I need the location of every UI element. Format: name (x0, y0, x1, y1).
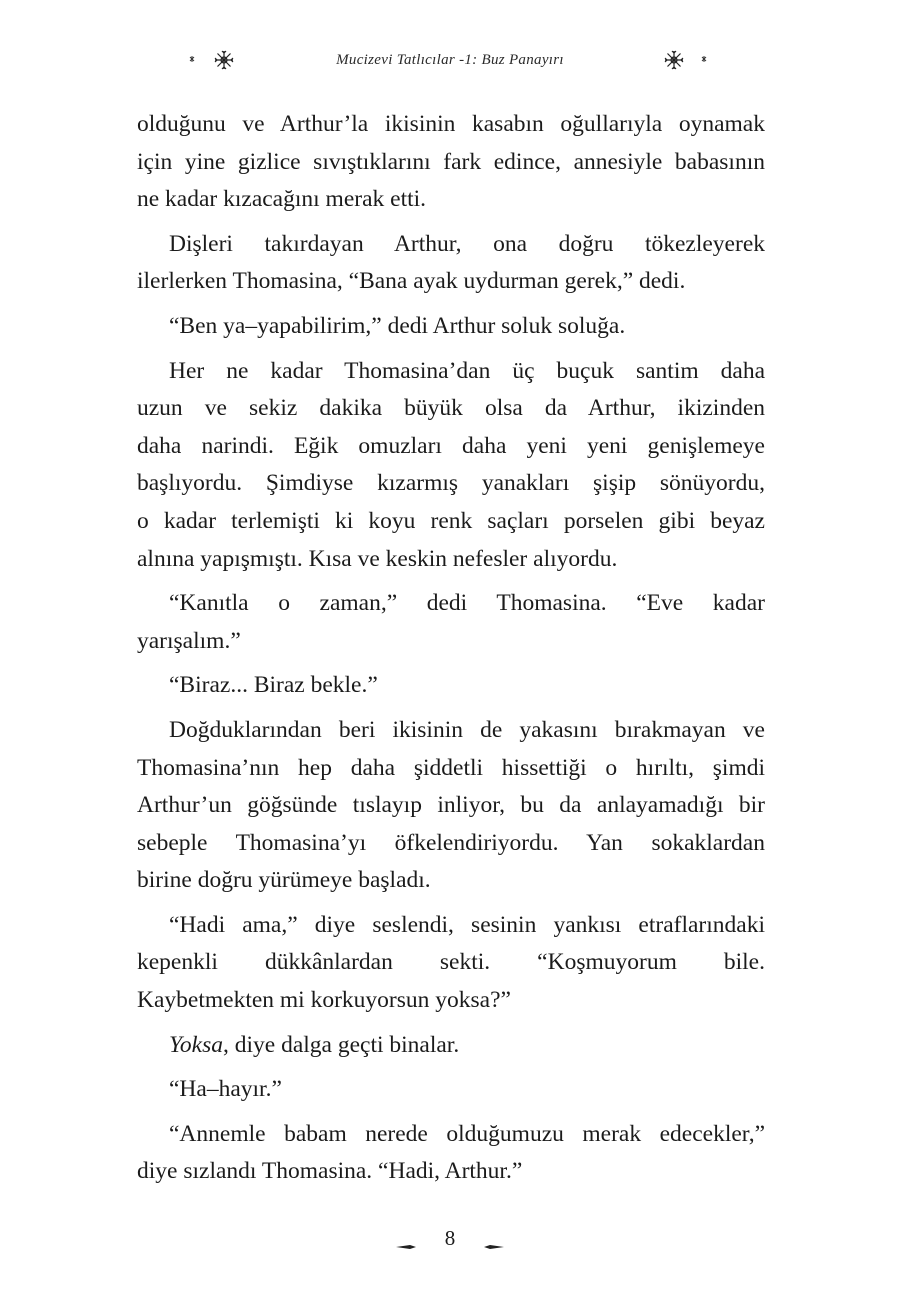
text-line (137, 1027, 765, 1065)
text-line: olduğunu ve Arthur’la ikisinin kasabın oğullarıyla oynamak (137, 111, 765, 137)
text-line: “Ha–hayır.” (169, 1076, 282, 1103)
text-line: Thomasina’nın hep daha şiddetli hissettiği o hırıltı, şimdi (137, 754, 765, 781)
italic-word: Yoksa (169, 1031, 223, 1058)
text-line: birine doğru yürümeye başladı. (137, 867, 431, 894)
text-line: Her ne kadar Thomasina’dan üç buçuk santim daha (169, 357, 765, 384)
paragraph (137, 1071, 765, 1109)
paragraph (137, 1027, 765, 1065)
text-line: daha narindi. Eğik omuzları daha yeni yeni genişlemeye (137, 432, 765, 459)
text-line: Dişleri takırdayan Arthur, ona doğru tökezleyerek (169, 230, 765, 257)
text-line: “Kanıtla o zaman,” dedi Thomasina. “Eve kadar (169, 590, 765, 617)
text-line: “Annemle babam nerede olduğumuzu merak edecekler,” (169, 1120, 765, 1147)
paragraph (137, 585, 765, 660)
header-title: Mucizevi Tatlıcılar -1: Buz Panayırı (336, 52, 564, 68)
running-header (0, 48, 900, 78)
text-line: diye sızlandı Thomasina. “Hadi, Arthur.” (137, 1158, 523, 1185)
text-line: başlıyordu. Şimdiyse kızarmış yanakları şişip sönüyordu, (137, 470, 765, 497)
text-line: ne kadar kızacağını merak etti. (137, 186, 427, 213)
text-line: uzun ve sekiz dakika büyük olsa da Arthur, ikizinden (137, 395, 765, 422)
page-number: 8 (444, 1226, 456, 1250)
text-line: alnına yapışmıştı. Kısa ve keskin nefesler alıyordu. (137, 545, 618, 572)
paragraph (137, 106, 765, 219)
paragraph (137, 1116, 765, 1191)
page-footer (0, 1226, 900, 1256)
text-line: kepenkli dükkânlardan sekti. “Koşmuyorum bile. (137, 949, 765, 976)
snowflake-ornament-icon (658, 48, 718, 74)
paragraph (137, 667, 765, 705)
text-line: sebeple Thomasina’yı öfkelendiriyordu. Yan sokaklardan (137, 829, 765, 856)
text-line: yarışalım.” (137, 627, 241, 654)
text-line: “Hadi ama,” diye seslendi, sesinin yankısı etraflarındaki (169, 911, 765, 938)
paragraph (137, 712, 765, 900)
text-line: “Ben ya–yapabilirim,” dedi Arthur soluk soluğa. (169, 312, 626, 339)
page-body (137, 106, 765, 1198)
arrow-ornament-icon (484, 1238, 504, 1256)
paragraph (137, 353, 765, 579)
paragraph (137, 226, 765, 301)
text-line: ilerlerken Thomasina, “Bana ayak uydurman gerek,” dedi. (137, 268, 686, 295)
text-line: Kaybetmekten mi korkuyorsun yoksa?” (137, 987, 511, 1014)
text-line: için yine gizlice sıvıştıklarını fark edince, annesiyle babasının (137, 148, 765, 175)
text-fragment: , diye dalga geçti binalar. (223, 1031, 460, 1058)
text-line: Doğduklarından beri ikisinin de yakasını bırakmayan ve (169, 716, 765, 743)
text-line: o kadar terlemişti ki koyu renk saçları porselen gibi beyaz (137, 507, 765, 534)
text-line: “Biraz... Biraz bekle.” (169, 672, 378, 699)
paragraph (137, 308, 765, 346)
text-line: Arthur’un göğsünde tıslayıp inliyor, bu da anlayamadığı bir (137, 792, 765, 819)
paragraph (137, 907, 765, 1020)
